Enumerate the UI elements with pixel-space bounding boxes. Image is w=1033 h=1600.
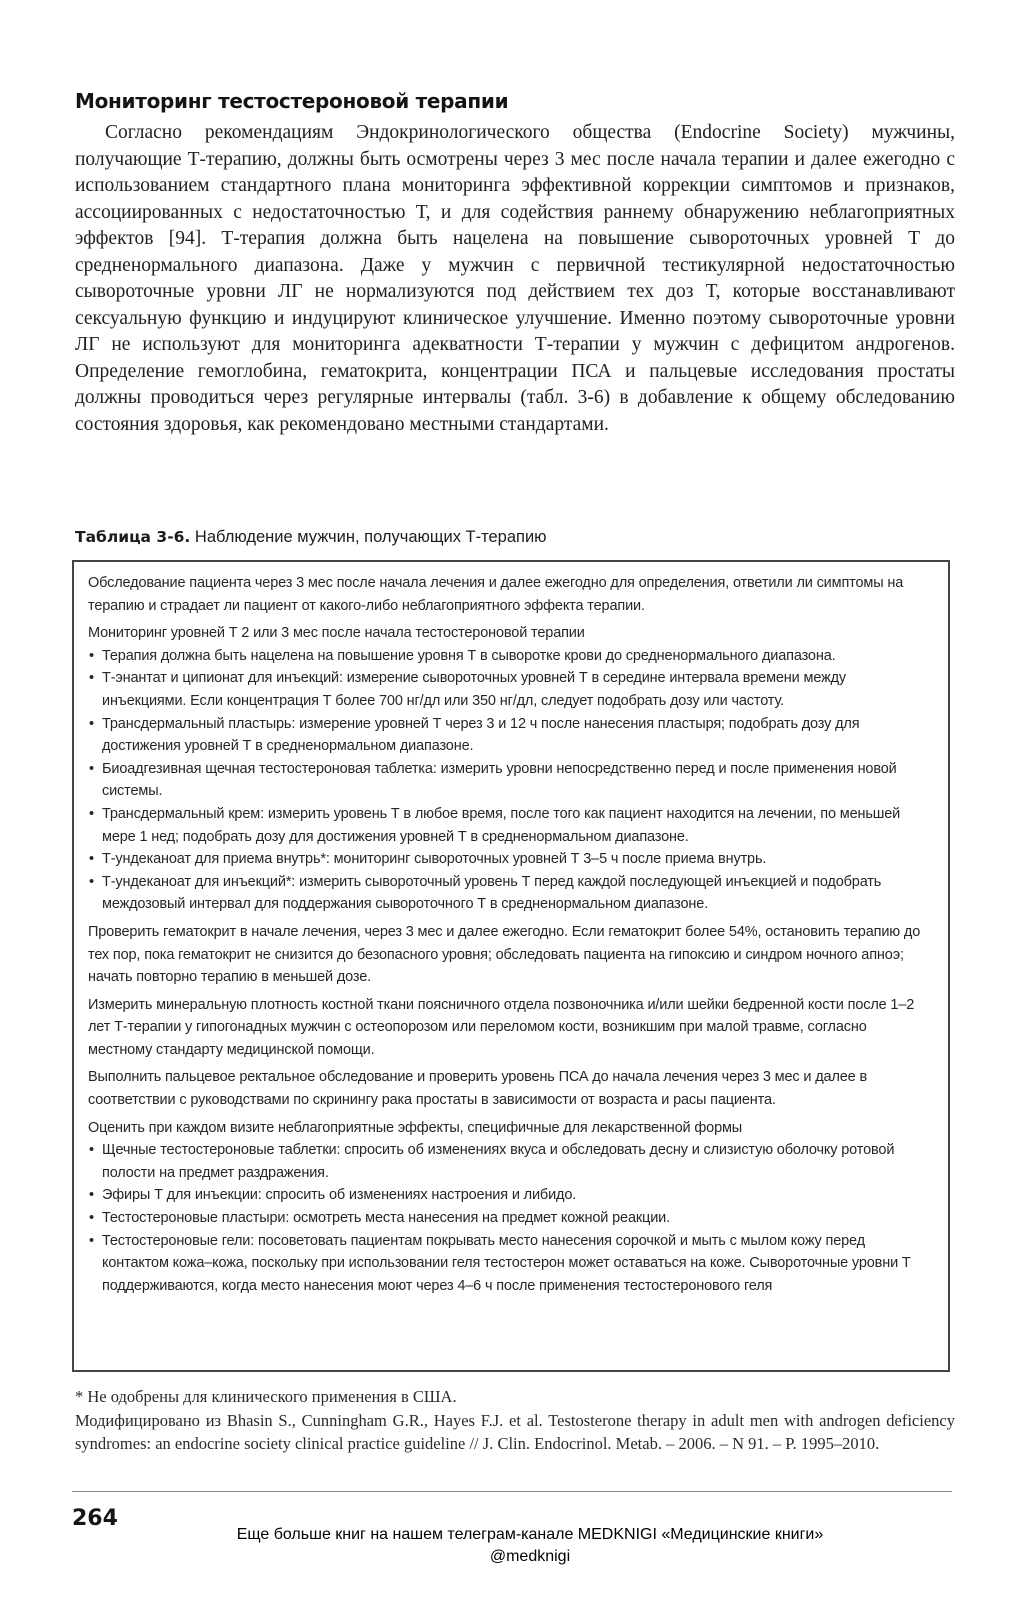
table-block-bone-density (88, 994, 934, 1062)
table-block-text: Обследование пациента через 3 мес после начала лечения и далее ежегодно для определения, ответили ли симптомы на терапию и страдает ли пациент от какого-либо неблагоприятного эффекта терапии. (88, 575, 904, 614)
list-item: • Биоадгезивная щечная тестостероновая таблетка: измерить уровни непосредственно перед и после применения новой системы. (88, 758, 934, 803)
footnote-not-approved: * Не одобрены для клинического применения в США. (75, 1387, 457, 1406)
section-title: Мониторинг тестостероновой терапии (75, 89, 509, 113)
table-block-t-levels (88, 622, 934, 916)
list-item: • Терапия должна быть нацелена на повышение уровня Т в сыворотке крови до средненормального диапазона. (88, 645, 934, 668)
banner-line-1: Еще больше книг на нашем телеграм-канале MEDKNIGI «Медицинские книги» (236, 1526, 824, 1543)
list-item: • Щечные тестостероновые таблетки: спросить об изменениях вкуса и обследовать десну и слизистую оболочку ротовой полости на предмет раздражения. (88, 1139, 934, 1184)
footnote-source: Модифицировано из Bhasin S., Cunningham G.R., Hayes F.J. et al. Testosterone therapy in adult men with androgen deficiency syndromes: an endocrine society clinical practice guideline // J. Clin. Endocrinol. Metab. – 2006. – N 91. – P. 1995–2010. (75, 1410, 955, 1453)
table-block-text: Проверить гематокрит в начале лечения, через 3 мес и далее ежегодно. Если гематокрит более 54%, остановить терапию до тех пор, пока гематокрит не снизится до безопасного уровня; обследовать пациента на гипоксию и синдром ночного апноэ; начать повторно терапию в меньшей дозе. (88, 923, 921, 986)
table-block-hematocrit (88, 921, 934, 989)
footer-rule (72, 1491, 952, 1492)
list-item: • Тестостероновые пластыри: осмотреть места нанесения на предмет кожной реакции. (88, 1207, 934, 1230)
table-block-initial-exam (88, 572, 934, 617)
t-levels-list (88, 645, 934, 916)
table-block-text: Оценить при каждом визите неблагоприятные эффекты, специфичные для лекарственной формы (88, 1119, 743, 1136)
list-item: • Т-энантат и ципионат для инъекций: измерение сывороточных уровней Т в середине интервала времени между инъекциями. Если концентрация Т более 700 нг/дл или 350 нг/дл, следует подобрать дозу или частоту. (88, 667, 934, 712)
table-caption-label: Таблица 3-6. (75, 528, 191, 546)
body-paragraph: Согласно рекомендациям Эндокринологического общества (Endocrine Society) мужчины, получающие Т-терапию, должны быть осмотрены через 3 мес после начала терапии и далее ежегодно с использованием стандартного плана мониторинга эффективной коррекции симптомов и признаков, ассоциированных с недостаточностью Т, и для содействия раннему обнаружению неблагоприятных эффектов [94]. Т-терапия должна быть нацелена на повышение сывороточных уровней Т до средненормального диапазона. Даже у мужчин с первичной тестикулярной недостаточностью сывороточные уровни ЛГ не нормализуются под действием тех доз Т, которые восстанавливают сексуальную функцию и индуцируют клиническое улучшение. Именно поэтому сывороточные уровни ЛГ не используют для мониторинга адекватности Т-терапии у мужчин с дефицитом андрогенов. Определение гемоглобина, гематокрита, концентрации ПСА и пальцевые исследования простаты должны проводиться через регулярные интервалы (табл. 3-6) в добавление к общему обследованию состояния здоровья, как рекомендовано местными стандартами. (75, 122, 955, 435)
monitoring-table (72, 560, 950, 1372)
table-block-text: Измерить минеральную плотность костной ткани поясничного отдела позвоночника и/или шейки бедренной кости после 1–2 лет Т-терапии у гипогонадных мужчин с остеопорозом или переломом кости, возникшим при малой травме, согласно местному стандарту медицинской помощи. (88, 996, 915, 1058)
table-block-text: Выполнить пальцевое ректальное обследование и проверить уровень ПСА до начала лечения через 3 мес и далее в соответствии с руководствами по скринингу рака простаты в зависимости от возраста и расы пациента. (88, 1069, 868, 1109)
table-block-adverse-effects (88, 1117, 934, 1298)
table-caption (75, 526, 955, 548)
list-item: • Т-ундеканоат для инъекций*: измерить сывороточный уровень Т перед каждой последующей инъекцией и подобрать междозовый интервал для поддержания сывороточного Т в средненормальном диапазоне. (88, 871, 934, 916)
list-item: • Трансдермальный крем: измерить уровень Т в любое время, после того как пациент находится на лечении, по меньшей мере 1 нед; подобрать дозу для достижения уровней Т в средненормальном диапазоне. (88, 803, 934, 848)
page-number: 264 (72, 1506, 118, 1531)
list-item: • Т-ундеканоат для приема внутрь*: мониторинг сывороточных уровней Т 3–5 ч после приема внутрь. (88, 848, 934, 871)
banner-line-2: @medknigi (489, 1548, 571, 1565)
table-caption-text: Наблюдение мужчин, получающих Т-терапию (194, 528, 547, 546)
table-block-psa (88, 1066, 934, 1111)
footnotes (75, 1385, 955, 1456)
table-block-text: Мониторинг уровней Т 2 или 3 мес после начала тестостероновой терапии (88, 625, 585, 642)
adverse-effects-list (88, 1139, 934, 1297)
telegram-banner (130, 1524, 930, 1568)
list-item: • Трансдермальный пластырь: измерение уровней Т через 3 и 12 ч после нанесения пластыря; подобрать дозу для достижения уровней Т в средненормальном диапазоне. (88, 713, 934, 758)
list-item: • Эфиры Т для инъекции: спросить об изменениях настроения и либидо. (88, 1184, 934, 1207)
list-item: • Тестостероновые гели: посоветовать пациентам покрывать место нанесения сорочкой и мыть с мылом кожу перед контактом кожа–кожа, поскольку при использовании геля тестостерон может оставаться на коже. Сывороточные уровни Т поддерживаются, когда место нанесения моют через 4–6 ч после применения тестостеронового геля (88, 1230, 934, 1298)
